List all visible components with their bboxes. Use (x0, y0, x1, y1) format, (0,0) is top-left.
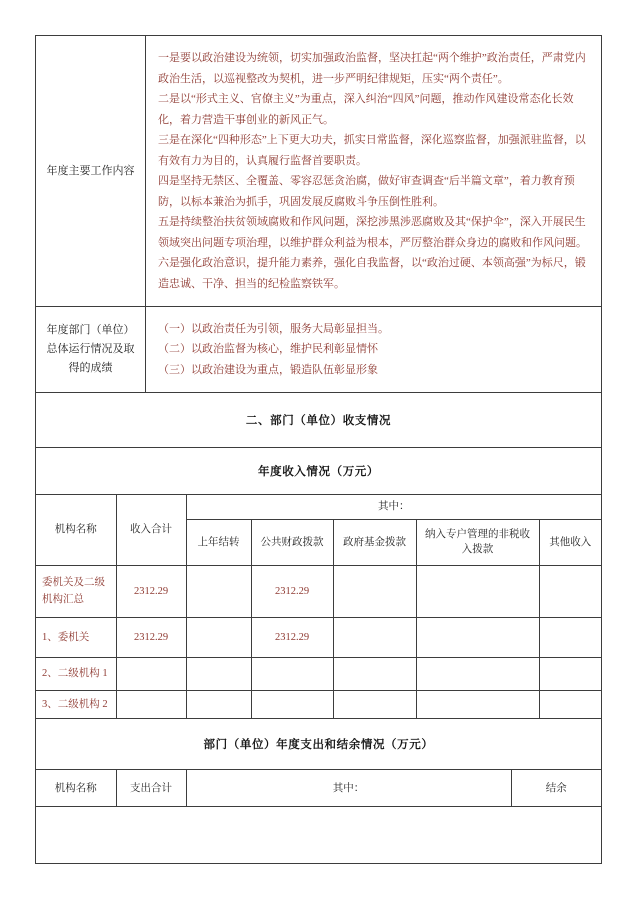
income-expense-section-title: 二、部门（单位）收支情况 (36, 392, 601, 447)
income-subheader: 政府基金拨款 (333, 519, 416, 565)
income-subheader: 公共财政拨款 (251, 519, 333, 565)
income-cell (539, 617, 601, 657)
income-cell: 2312.29 (251, 617, 333, 657)
expense-among-header: 其中： (186, 770, 511, 806)
income-cell (251, 690, 333, 718)
achievement-item: （三）以政治建设为重点，锻造队伍彰显形象 (158, 363, 378, 376)
income-row-sub2 (36, 690, 601, 718)
income-cell (539, 690, 601, 718)
annual-work-label: 年度主要工作内容 (36, 36, 146, 306)
income-cell (186, 617, 251, 657)
income-cell (416, 565, 539, 617)
income-cell (416, 690, 539, 718)
expense-balance-header: 结余 (511, 770, 601, 806)
income-row-committee (36, 617, 601, 657)
achievements-label: 年度部门（单位）总体运行情况及取得的成绩 (36, 307, 146, 392)
income-cell (333, 690, 416, 718)
income-cell: 2312.29 (251, 565, 333, 617)
income-total-cell (116, 690, 186, 718)
work-item: 一是要以政治建设为统领，切实加强政治监督，坚决扛起“两个维护”政治责任，严肃党内政治生活，以巡视整改为契机，进一步严明纪律规矩，压实“两个责任”。 (158, 52, 586, 85)
income-cell (186, 565, 251, 617)
achievement-item: （二）以政治监督为核心，维护民利彰显情怀 (158, 343, 378, 356)
org-name-cell: 1、委机关 (36, 617, 116, 657)
income-subheader: 上年结转 (186, 519, 251, 565)
income-total-cell (116, 657, 186, 690)
expense-table-section (36, 769, 601, 806)
income-cell (333, 657, 416, 690)
income-row-sub1 (36, 657, 601, 690)
work-item: 六是强化政治意识，提升能力素养，强化自我监督，以“政治过硬、本领高强”为标尺，锻造忠诚、干净、担当的纪检监察铁军。 (158, 257, 586, 290)
income-row-total (36, 565, 601, 617)
org-name-cell: 委机关及二级机构汇总 (36, 565, 116, 617)
expense-total-header: 支出合计 (116, 770, 186, 806)
income-subheader: 其他收入 (539, 519, 601, 565)
expense-header-row (36, 770, 601, 806)
org-name-cell: 3、二级机构 2 (36, 690, 116, 718)
income-total-cell: 2312.29 (116, 565, 186, 617)
section-achievements (36, 306, 601, 392)
income-table (36, 495, 601, 718)
income-cell (416, 657, 539, 690)
expense-table-title: 部门（单位）年度支出和结余情况（万元） (36, 718, 601, 769)
section-annual-work (36, 36, 601, 306)
income-cell (539, 565, 601, 617)
org-name-cell: 2、二级机构 1 (36, 657, 116, 690)
income-cell (186, 690, 251, 718)
report-table (35, 35, 602, 864)
income-header-row (36, 495, 601, 519)
income-cell (186, 657, 251, 690)
work-item: 四是坚持无禁区、全覆盖、零容忍惩贪治腐，做好审查调查“后半篇文章”，着力教育预防，以标本兼治为抓手，巩固发展反腐败斗争压倒性胜利。 (158, 175, 575, 208)
work-item: 二是以“形式主义、官僚主义”为重点，深入纠治“四风”问题，推动作风建设常态化长效化，着力营造干事创业的新风正气。 (158, 93, 574, 126)
annual-work-content (146, 36, 601, 306)
income-org-header: 机构名称 (36, 495, 116, 565)
income-table-title: 年度收入情况（万元） (36, 447, 601, 494)
income-total-cell: 2312.29 (116, 617, 186, 657)
work-item: 三是在深化“四种形态”上下更大功夫，抓实日常监督，深化巡察监督，加强派驻监督，以有效有力为目的，认真履行监督首要职责。 (158, 134, 586, 167)
expense-table (36, 770, 601, 806)
empty-area (36, 806, 601, 863)
income-subheader: 纳入专户管理的非税收入拨款 (416, 519, 539, 565)
income-cell (333, 617, 416, 657)
achievement-item: （一）以政治责任为引领，服务大局彰显担当。 (158, 322, 389, 335)
achievements-content (146, 307, 601, 392)
income-cell (539, 657, 601, 690)
income-table-section (36, 494, 601, 718)
expense-org-header: 机构名称 (36, 770, 116, 806)
work-item: 五是持续整治扶贫领域腐败和作风问题，深挖涉黑涉恶腐败及其“保护伞”，深入开展民生领域突出问题专项治理，以维护群众利益为根本，严厉整治群众身边的腐败和作风问题。 (158, 216, 587, 249)
income-total-header: 收入合计 (116, 495, 186, 565)
income-cell (416, 617, 539, 657)
income-among-header: 其中： (186, 495, 601, 519)
income-cell (333, 565, 416, 617)
income-cell (251, 657, 333, 690)
